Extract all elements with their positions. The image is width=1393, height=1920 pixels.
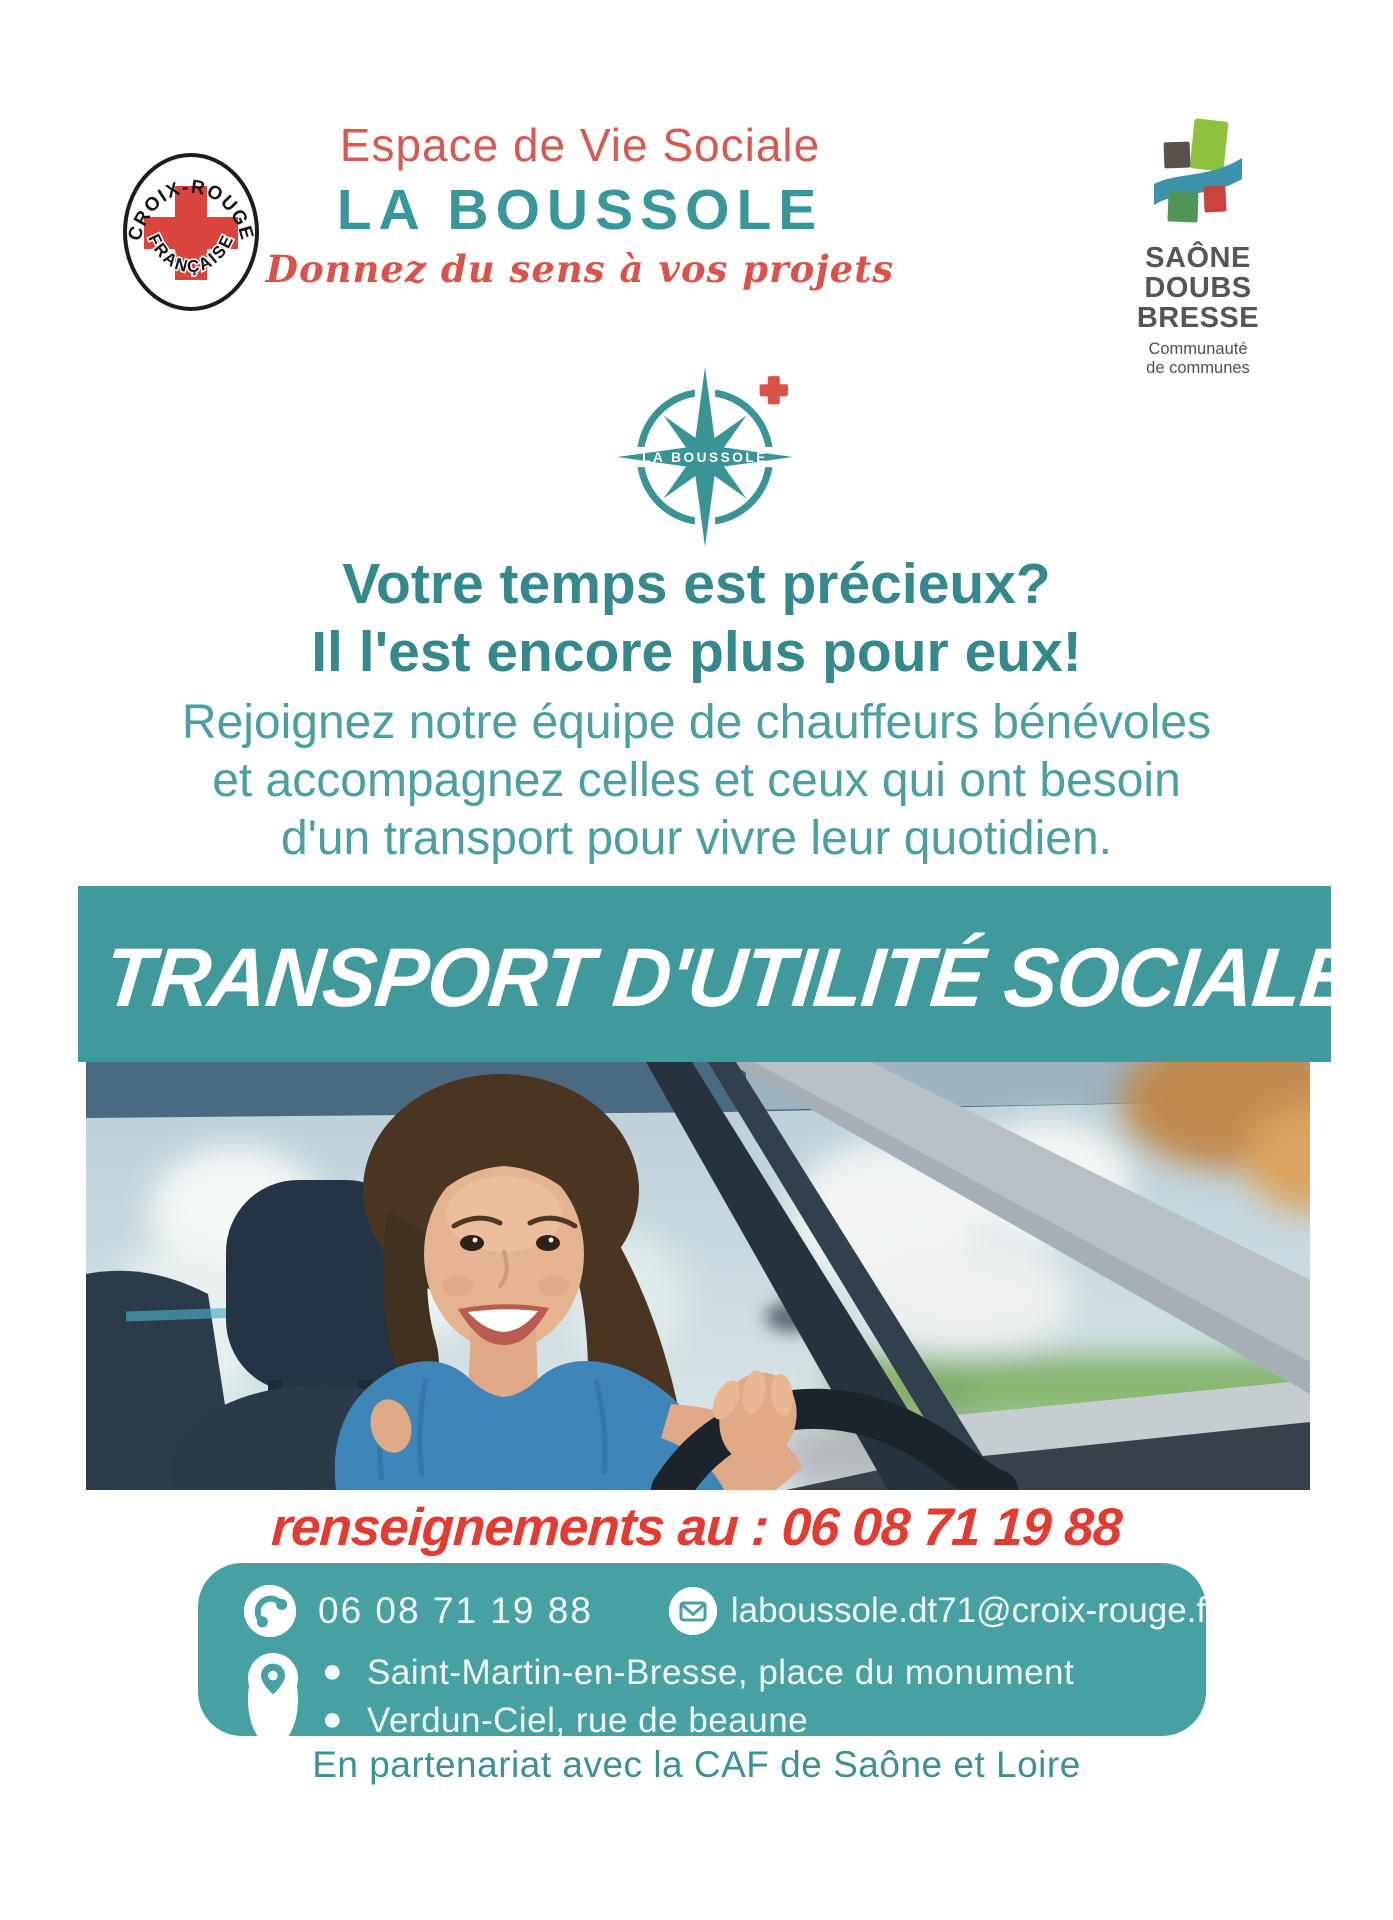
contact-phone: 06 08 71 19 88 [318, 1590, 593, 1631]
sdb-name: SAÔNE DOUBS BRESSE [1136, 242, 1260, 335]
info-line: renseignements au : 06 08 71 19 88 [270, 1498, 1123, 1557]
red-cross-seal-icon [120, 150, 262, 314]
driver-photo [86, 1062, 1310, 1490]
contact-box [198, 1563, 1218, 1741]
compass-logo [612, 364, 798, 550]
croix-rouge-arc-top: CROIX-ROUGE [124, 176, 258, 244]
location-list [322, 1649, 1074, 1746]
header-subtitle: Espace de Vie Sociale [339, 119, 821, 171]
croix-rouge-logo [120, 150, 262, 314]
location-item: ● Saint-Martin-en-Bresse, place du monument [322, 1649, 1074, 1697]
intro-line2: et accompagnez celles et ceux qui ont besoin [212, 754, 1181, 808]
headline [0, 550, 1393, 687]
intro-line3: d'un transport pour vivre leur quotidien. [281, 812, 1112, 866]
intro-line1: Rejoignez notre équipe de chauffeurs bénévoles [181, 696, 1212, 749]
title-banner [78, 886, 1359, 1062]
phone-icon [244, 1585, 296, 1637]
compass-label: LA BOUSSOLE [642, 450, 768, 466]
croix-rouge-arc-bottom: FRANÇAISE [144, 230, 238, 277]
banner-title: TRANSPORT D'UTILITÉ SOCIALE [100, 931, 1359, 1024]
contact-row-locations [248, 1649, 1074, 1746]
partnership-note: En partenariat avec la CAF de Saône et Loire [312, 1744, 1081, 1785]
saone-doubs-bresse-logo [1108, 118, 1288, 377]
compass-icon [612, 364, 798, 550]
location-item: ● Verdun-Ciel, rue de beaune [322, 1697, 1074, 1745]
sdb-subtitle: Communauté de communes [1146, 340, 1250, 377]
bullet-icon: ● [322, 1652, 344, 1690]
compass-plus-icon [760, 376, 788, 404]
headline-line1: Votre temps est précieux? [342, 552, 1051, 616]
sdb-blocks-icon [1152, 118, 1244, 230]
header-title: LA BOUSSOLE [336, 178, 824, 242]
mail-icon [669, 1587, 717, 1635]
header-tagline: Donnez du sens à vos projets [265, 247, 895, 291]
driver-photo-illustration [86, 1062, 1310, 1490]
location-pin-icon [248, 1653, 298, 1746]
contact-row-phone-email [244, 1585, 1218, 1637]
intro-paragraph [0, 694, 1393, 868]
bullet-icon: ● [322, 1700, 344, 1739]
contact-email: laboussole.dt71@croix-rouge.fr [730, 1591, 1218, 1630]
header [250, 118, 910, 291]
headline-line2: Il l'est encore plus pour eux! [311, 620, 1082, 685]
